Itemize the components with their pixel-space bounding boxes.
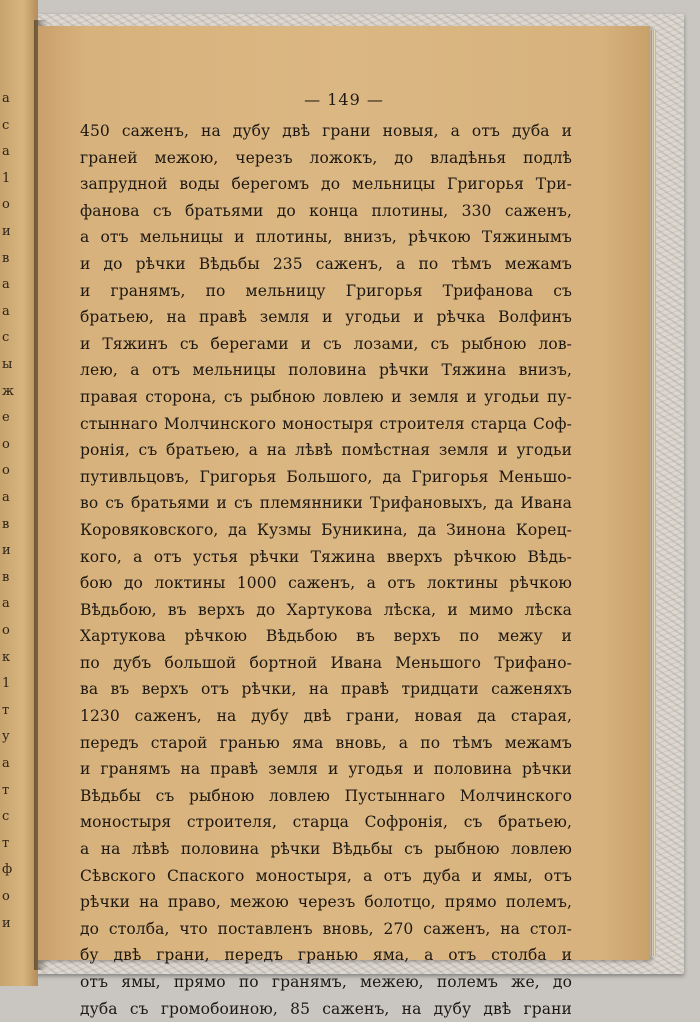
previous-page-text-fragment: о (2, 463, 11, 479)
text-line: моностыря строителя, старца Софронія, съ братьею, (80, 813, 572, 832)
previous-page-text-fragment: с (2, 117, 11, 133)
previous-page-text-fragment: ф (2, 862, 14, 878)
text-line: Коровяковского, да Кузмы Буникина, да Зинона Корец- (80, 520, 572, 539)
text-line: ронія, съ братьею, а на лѣвѣ помѣстная земля и угодьи (80, 441, 572, 460)
previous-page-text-fragment: в (2, 250, 11, 266)
text-line: запрудной воды берегомъ до мельницы Григорья Три- (80, 175, 572, 194)
previous-page-text-fragment: а (2, 277, 11, 293)
text-line: фанова съ братьями до конца плотины, 330 саженъ, (80, 201, 572, 220)
text-line: и гранямъ на правѣ земля и угодья и половина рѣчки (80, 760, 572, 779)
previous-page-text-fragment: 1 (2, 676, 12, 692)
previous-page-text-fragment: а (2, 144, 11, 160)
previous-page-text-fragment: с (2, 330, 11, 346)
previous-page-text-fragment: а (2, 303, 11, 319)
previous-page-text-fragment: у (2, 729, 11, 745)
previous-page-text-fragment: о (2, 197, 11, 213)
text-line: стыннаго Молчинского моностыря строителя старца Соф- (80, 414, 572, 433)
page-body-text (80, 118, 572, 1022)
text-line: передъ старой гранью яма вновь, а по тѣмъ межамъ (80, 733, 572, 752)
previous-page-text-fragment: к (2, 649, 12, 665)
book-page (38, 26, 650, 1018)
text-line: ва въ верхъ отъ рѣчки, на правѣ тридцати саженяхъ (80, 680, 572, 699)
text-line: дуба съ громобоиною, 85 саженъ, на дубу двѣ грани (80, 999, 572, 1018)
page-number: — 149 — (304, 90, 384, 109)
previous-page-text-fragment: ж (2, 383, 15, 399)
text-line: а отъ мельницы и плотины, внизъ, рѣчкою Тяжинымъ (80, 228, 572, 247)
text-line: и до рѣчки Вѣдьбы 235 саженъ, а по тѣмъ межамъ (80, 254, 572, 273)
previous-page-text-fragment: в (2, 516, 11, 532)
text-line: до столба, что поставленъ вновь, 270 саженъ, на стол- (80, 919, 572, 938)
text-line: бу двѣ грани, передъ гранью яма, а отъ столба и (80, 946, 572, 965)
previous-page-text-fragment: о (2, 889, 11, 904)
previous-page-text-fragment: а (2, 596, 11, 612)
text-line: бою до локтины 1000 саженъ, а отъ локтины рѣчкою (80, 574, 572, 593)
previous-page-text-fragment: е (2, 410, 11, 426)
previous-page-text-fragment: о (2, 623, 11, 638)
previous-page-text-fragment: т (2, 782, 11, 798)
text-line: Сѣвского Спаского моностыря, а отъ дуба и ямы, отъ (80, 866, 572, 885)
text-line: кого, а отъ устья рѣчки Тяжина вверхъ рѣчкою Вѣдь- (80, 547, 572, 566)
text-line: Вѣдьбою, въ верхъ до Хартукова лѣска, и мимо лѣска (80, 600, 572, 619)
previous-page-text-fragment: ы (2, 357, 14, 372)
previous-page-text-fragment: т (2, 835, 11, 851)
text-line: Хартукова рѣчкою Вѣдьбою въ верхъ по межу и (80, 627, 572, 646)
text-line: отъ ямы, прямо по гранямъ, межею, полемъ же, до (80, 973, 572, 991)
previous-page-text-fragment: т (2, 702, 11, 718)
previous-page-text-fragment: и (2, 543, 12, 559)
text-line: правая сторона, съ рыбною ловлею и земля и угодьи пу- (80, 387, 572, 406)
text-line: братьею, на правѣ земля и угодьи и рѣчка Волфинъ (80, 308, 572, 327)
text-line: и гранямъ, по мельницу Григорья Трифанова съ (80, 281, 572, 300)
text-line: по дубъ большой бортной Ивана Меньшого Трифано- (80, 653, 572, 672)
text-line: а на лѣвѣ половина рѣчки Вѣдьбы съ рыбною ловлею (80, 840, 572, 859)
text-line: Вѣдьбы съ рыбною ловлею Пустыннаго Молчинского (80, 786, 572, 805)
previous-page-text-fragment: о (2, 436, 11, 452)
text-line: рѣчки на право, межою черезъ болотцо, прямо полемъ, (80, 893, 572, 912)
previous-page-text-fragment: и (2, 915, 12, 931)
text-line: лею, а отъ мельницы половина рѣчки Тяжина внизъ, (80, 361, 572, 380)
previous-page-text-fragment: 1 (2, 170, 12, 186)
previous-page-edge (0, 0, 38, 986)
text-line: и Тяжинъ съ берегами и съ лозами, съ рыбною лов- (80, 334, 572, 353)
previous-page-text-fragment: а (2, 756, 11, 771)
text-line: граней межою, черезъ ложокъ, до владѣнья подлѣ (80, 148, 572, 167)
previous-page-text-fragment: в (2, 569, 11, 585)
text-line: 450 саженъ, на дубу двѣ грани новыя, а отъ дуба и (80, 122, 572, 140)
text-line: во съ братьями и съ племянники Трифановыхъ, да Ивана (80, 494, 572, 513)
previous-page-text-fragment: с (2, 809, 11, 825)
text-line: 1230 саженъ, на дубу двѣ грани, новая да старая, (80, 707, 572, 726)
previous-page-text-fragment: и (2, 224, 12, 239)
previous-page-text-fragment: а (2, 91, 11, 106)
text-line: путивльцовъ, Григорья Большого, да Григорья Меньшо- (80, 467, 572, 486)
previous-page-text-fragment: а (2, 490, 11, 505)
